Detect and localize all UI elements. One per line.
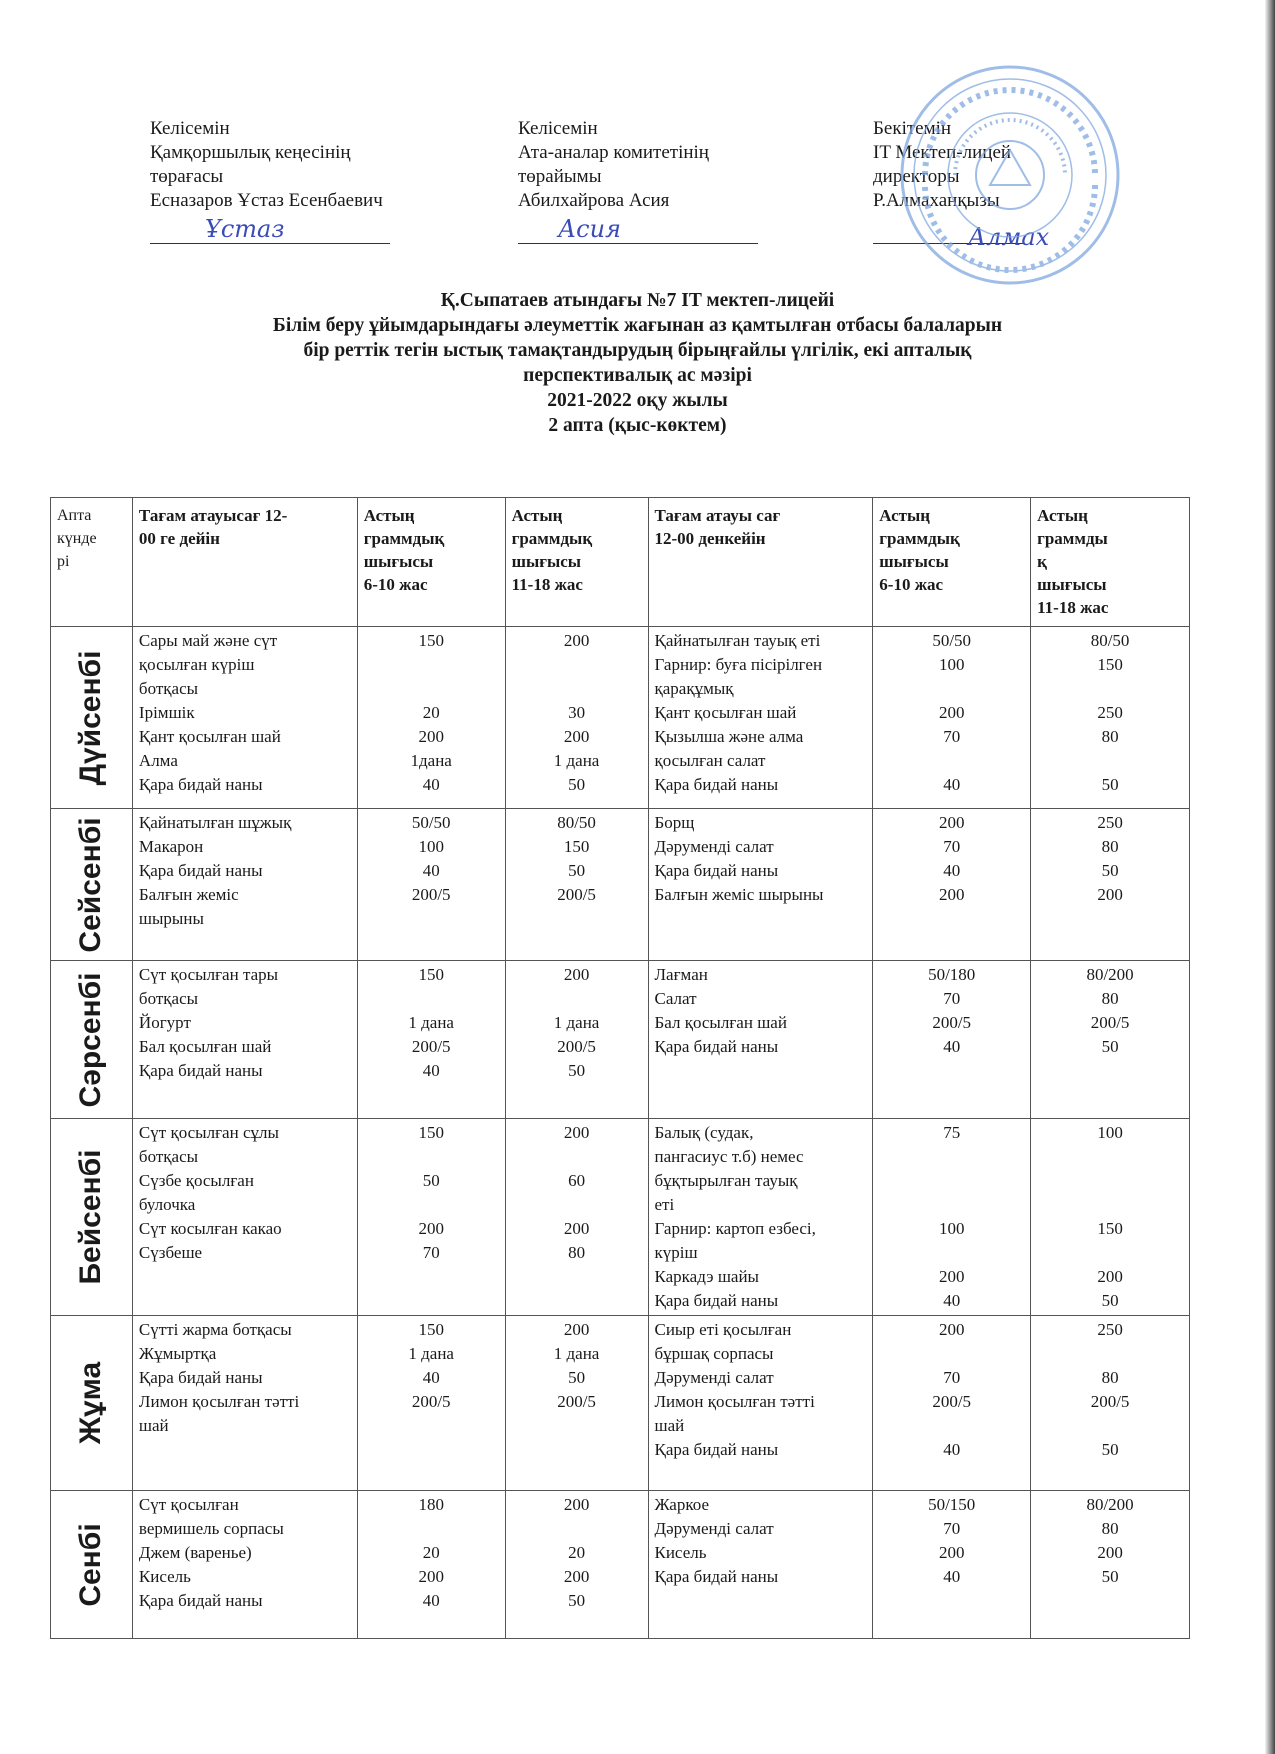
- portion-value: 20: [422, 1543, 440, 1562]
- portion-value: 1 дана: [553, 1344, 600, 1363]
- food-item: Макарон: [138, 837, 204, 856]
- portion-value: 250: [1097, 813, 1123, 832]
- portion-value: 100: [1097, 1123, 1123, 1142]
- portion-cell: [1031, 809, 1190, 961]
- header-cell: Апта күнде рі: [51, 498, 133, 627]
- food-item: Қара бидай наны: [654, 1291, 779, 1310]
- food-item: ботқасы: [138, 679, 199, 698]
- portion-value: 50: [1101, 1291, 1119, 1310]
- portion-cell: [357, 961, 505, 1119]
- portion-value: 200: [563, 1567, 590, 1586]
- portion-value: 200: [563, 1123, 590, 1142]
- food-item: ботқасы: [138, 989, 199, 1008]
- portion-value: [364, 653, 499, 677]
- food-item: Қара бидай наны: [138, 775, 263, 794]
- food-item: Қара бидай наны: [138, 1368, 263, 1387]
- signature: Ұстаз: [205, 215, 285, 243]
- portion-cell: [357, 627, 505, 809]
- header-cell: Астың граммды қ шығысы 11-18 жас: [1031, 498, 1190, 627]
- food-item: қосылған күріш: [138, 655, 255, 674]
- approval-line: төрағасы: [150, 166, 224, 187]
- portion-value: 200/5: [411, 885, 451, 904]
- portion-value: 250: [1097, 1320, 1123, 1339]
- food-item: Қызылша және алма: [654, 727, 804, 746]
- food-item: Дәруменді салат: [654, 837, 774, 856]
- food-cell: [132, 809, 357, 961]
- portion-value: 50/150: [928, 1495, 976, 1514]
- food-item: ботқасы: [138, 1147, 199, 1166]
- portion-value: 50: [568, 1591, 586, 1610]
- title-line: Білім беру ұйымдарындағы әлеуметтік жағынан аз қамтылған отбасы балаларын: [272, 315, 1003, 336]
- food-item: Сүзбеше: [138, 1243, 203, 1262]
- portion-cell: [873, 1491, 1031, 1639]
- food-item: Салат: [654, 989, 697, 1008]
- day-name: Сәрсенбі: [74, 971, 108, 1108]
- portion-cell: [873, 627, 1031, 809]
- portion-cell: [873, 1119, 1031, 1316]
- portion-value: 200/5: [411, 1037, 451, 1056]
- portion-value: 200/5: [932, 1392, 972, 1411]
- portion-value: 20: [568, 1543, 586, 1562]
- official-stamp: [895, 60, 1125, 290]
- food-item: Жұмыртқа: [138, 1344, 217, 1363]
- food-item: Борщ: [654, 813, 695, 832]
- portion-value: [879, 1193, 1024, 1217]
- portion-value: [364, 1145, 499, 1169]
- food-item: Каркадэ шайы: [654, 1267, 759, 1286]
- food-item: Бал қосылған шай: [654, 1013, 787, 1032]
- portion-cell: [1031, 627, 1190, 809]
- portion-cell: [873, 961, 1031, 1119]
- portion-value: 30: [568, 703, 586, 722]
- portion-value: 40: [422, 861, 440, 880]
- signature-line: [518, 217, 758, 244]
- title-line: бір реттік тегін ыстық тамақтандырудың бірыңғайлы үлгілік, екі апталық: [303, 340, 972, 361]
- food-cell: [648, 1316, 873, 1491]
- portion-value: 150: [418, 965, 444, 984]
- portion-value: 250: [1097, 703, 1123, 722]
- portion-value: 40: [422, 1061, 440, 1080]
- food-item: Сары май және сүт: [138, 631, 278, 650]
- portion-value: 80: [1101, 837, 1119, 856]
- portion-value: 100: [418, 837, 444, 856]
- food-item: Қара бидай наны: [138, 1061, 263, 1080]
- food-item: Бал қосылған шай: [138, 1037, 272, 1056]
- food-item: Кисель: [654, 1543, 707, 1562]
- portion-value: 200: [938, 1267, 965, 1286]
- portion-cell: [873, 809, 1031, 961]
- approval-line: директоры: [873, 166, 960, 187]
- portion-value: 70: [943, 1519, 961, 1538]
- food-cell: [648, 961, 873, 1119]
- food-item: Лағман: [654, 965, 708, 984]
- signature-line: [150, 217, 390, 244]
- approval-line: Р.Алмаханқызы: [873, 190, 1000, 211]
- food-item: Дәруменді салат: [654, 1519, 774, 1538]
- table-row: [51, 1316, 1190, 1491]
- portion-value: 75: [943, 1123, 961, 1142]
- portion-value: 200: [1097, 885, 1123, 904]
- portion-value: 80: [1101, 989, 1119, 1008]
- day-name: Жұма: [74, 1361, 108, 1445]
- portion-value: [1037, 1414, 1183, 1438]
- portion-value: 50/50: [932, 631, 972, 650]
- portion-cell: [505, 1491, 648, 1639]
- portion-value: [512, 677, 642, 701]
- food-item: Қара бидай наны: [654, 775, 779, 794]
- approval-line: Келісемін: [518, 118, 598, 139]
- day-cell: [51, 1119, 133, 1316]
- table-row: [51, 809, 1190, 961]
- portion-value: 150: [1097, 1219, 1123, 1238]
- portion-value: 70: [422, 1243, 440, 1262]
- header-row: [51, 498, 1190, 627]
- portion-value: 200: [1097, 1267, 1123, 1286]
- portion-value: 40: [943, 1440, 961, 1459]
- portion-value: 80/200: [1086, 1495, 1134, 1514]
- food-item: Сүтті жарма ботқасы: [138, 1320, 292, 1339]
- portion-value: 50: [422, 1171, 440, 1190]
- portion-value: [1037, 1241, 1183, 1265]
- portion-value: 50: [568, 1368, 586, 1387]
- food-item: Сүт қосылған сұлы: [138, 1123, 279, 1142]
- portion-value: 50/50: [411, 813, 451, 832]
- portion-value: [879, 1145, 1024, 1169]
- portion-value: 50: [568, 775, 586, 794]
- portion-cell: [505, 1316, 648, 1491]
- portion-value: 200: [418, 1567, 444, 1586]
- portion-value: 200/5: [932, 1013, 972, 1032]
- portion-value: [879, 677, 1024, 701]
- portion-cell: [1031, 1119, 1190, 1316]
- portion-value: 200: [563, 727, 590, 746]
- food-item: Қара бидай наны: [654, 861, 779, 880]
- food-item: шырыны: [138, 909, 204, 928]
- food-cell: [132, 1119, 357, 1316]
- food-item: Алма: [138, 751, 178, 770]
- portion-value: 150: [418, 1320, 444, 1339]
- portion-cell: [357, 1491, 505, 1639]
- portion-value: 1 дана: [553, 751, 600, 770]
- approval-line: Ата-аналар комитетінің: [518, 142, 709, 163]
- portion-value: 80/50: [557, 813, 596, 832]
- portion-value: 200: [563, 1219, 590, 1238]
- portion-value: [879, 1241, 1024, 1265]
- food-item: булочка: [138, 1195, 196, 1214]
- approval-line: Қамқоршылық кеңесінің: [150, 142, 351, 163]
- header-cell: Астың граммдық шығысы 11-18 жас: [505, 498, 648, 627]
- title-line: 2 апта (қыс-көктем): [548, 415, 727, 436]
- portion-value: 50: [1101, 1567, 1119, 1586]
- food-item: вермишель сорпасы: [138, 1519, 284, 1538]
- portion-value: 50/180: [928, 965, 976, 984]
- food-cell: [648, 1491, 873, 1639]
- food-item: Қара бидай наны: [138, 1591, 263, 1610]
- day-name: Бейсенбі: [74, 1149, 108, 1285]
- day-cell: [51, 961, 133, 1119]
- approval-line: Бекітемін: [873, 118, 952, 139]
- day-cell: [51, 809, 133, 961]
- portion-value: 70: [943, 1368, 961, 1387]
- portion-value: [1037, 1342, 1183, 1366]
- portion-value: [364, 677, 499, 701]
- portion-value: [1037, 1145, 1183, 1169]
- portion-value: [1037, 677, 1183, 701]
- portion-value: [364, 1193, 499, 1217]
- portion-value: 70: [943, 837, 961, 856]
- portion-cell: [505, 809, 648, 961]
- portion-value: 200/5: [411, 1392, 451, 1411]
- day-name: Сенбі: [74, 1522, 108, 1607]
- portion-cell: [357, 1316, 505, 1491]
- approval-line: Есназаров Ұстаз Есенбаевич: [150, 190, 383, 211]
- food-item: Лимон қосылған тәтті: [138, 1392, 300, 1411]
- portion-value: [364, 987, 499, 1011]
- portion-cell: [505, 961, 648, 1119]
- portion-value: 50: [568, 1061, 586, 1080]
- portion-value: 200: [938, 885, 965, 904]
- food-item: Джем (варенье): [138, 1543, 252, 1562]
- table-row: [51, 961, 1190, 1119]
- portion-value: [879, 1169, 1024, 1193]
- portion-value: 80/50: [1090, 631, 1130, 650]
- portion-value: [879, 1414, 1024, 1438]
- portion-value: 40: [943, 1567, 961, 1586]
- document-title: [80, 288, 1195, 438]
- portion-value: [512, 653, 642, 677]
- portion-value: 200: [418, 1219, 444, 1238]
- food-item: Қара бидай наны: [654, 1567, 779, 1586]
- portion-value: 200/5: [1090, 1013, 1130, 1032]
- portion-value: 150: [418, 1123, 444, 1142]
- portion-cell: [1031, 961, 1190, 1119]
- portion-value: 200/5: [1090, 1392, 1130, 1411]
- title-line: Қ.Сыпатаев атындағы №7 IT мектеп-лицейі: [440, 290, 835, 311]
- signature: Асия: [558, 215, 621, 243]
- portion-value: 40: [943, 861, 961, 880]
- portion-value: 70: [943, 989, 961, 1008]
- day-cell: [51, 1491, 133, 1639]
- portion-value: [512, 987, 642, 1011]
- food-item: Қайнатылған шұжық: [138, 813, 292, 832]
- portion-value: 200: [563, 1495, 590, 1514]
- portion-value: 40: [943, 1037, 961, 1056]
- food-item: Сүт косылған какао: [138, 1219, 282, 1238]
- portion-value: 200: [563, 965, 590, 984]
- day-cell: [51, 1316, 133, 1491]
- portion-value: [512, 1193, 642, 1217]
- portion-value: 200: [563, 631, 590, 650]
- portion-value: 50: [568, 861, 586, 880]
- portion-value: 40: [422, 1368, 440, 1387]
- portion-value: 150: [1097, 655, 1123, 674]
- food-item: Йогурт: [138, 1013, 191, 1032]
- portion-value: [1037, 749, 1183, 773]
- portion-value: [1037, 1193, 1183, 1217]
- table-row: [51, 627, 1190, 809]
- food-item: Кисель: [138, 1567, 191, 1586]
- portion-value: 40: [943, 775, 961, 794]
- approval-line: төрайымы: [518, 166, 602, 187]
- portion-value: 1 дана: [408, 1013, 454, 1032]
- portion-value: 200: [418, 727, 444, 746]
- food-item: Гарнир: картоп езбесі,: [654, 1219, 816, 1238]
- portion-value: 60: [568, 1171, 586, 1190]
- portion-value: 1 дана: [408, 1344, 454, 1363]
- title-line: перспективалық ас мәзірі: [523, 365, 752, 386]
- approval-parents: [518, 117, 768, 244]
- header-cell: Тағам атауысағ 12- 00 ге дейін: [132, 498, 357, 627]
- portion-value: 100: [938, 1219, 965, 1238]
- day-cell: [51, 627, 133, 809]
- food-item: шай: [654, 1416, 685, 1435]
- food-item: бұқтырылған тауық: [654, 1171, 798, 1190]
- food-item: Лимон қосылған тәтті: [654, 1392, 815, 1411]
- portion-value: 40: [943, 1291, 961, 1310]
- food-item: Балғын жеміс: [138, 885, 239, 904]
- food-item: Гарнир: буға пісірілген: [654, 655, 823, 674]
- approval-council: [150, 117, 400, 244]
- day-name: Дүйсенбі: [74, 650, 108, 785]
- portion-value: 200/5: [557, 1037, 596, 1056]
- table-row: [51, 1119, 1190, 1316]
- portion-value: [512, 1145, 642, 1169]
- portion-cell: [357, 1119, 505, 1316]
- food-item: Балық (судак,: [654, 1123, 754, 1142]
- food-item: Қара бидай наны: [654, 1440, 779, 1459]
- food-item: Сүт қосылған тары: [138, 965, 279, 984]
- table-row: [51, 1491, 1190, 1639]
- food-cell: [132, 627, 357, 809]
- portion-value: 200: [938, 813, 965, 832]
- portion-value: 80: [1101, 727, 1119, 746]
- portion-value: 80/200: [1086, 965, 1134, 984]
- portion-cell: [505, 1119, 648, 1316]
- title-line: 2021-2022 оқу жылы: [547, 390, 728, 411]
- portion-value: 80: [1101, 1519, 1119, 1538]
- food-item: Қара бидай наны: [138, 861, 263, 880]
- portion-value: 200/5: [557, 1392, 596, 1411]
- portion-cell: [505, 627, 648, 809]
- food-cell: [648, 627, 873, 809]
- food-item: Ірімшік: [138, 703, 195, 722]
- food-item: Балғын жеміс шырыны: [654, 885, 824, 904]
- portion-value: 1 дана: [553, 1013, 600, 1032]
- portion-value: 50: [1101, 1037, 1119, 1056]
- day-name: Сейсенбі: [74, 816, 108, 953]
- scan-edge: [1265, 0, 1275, 1754]
- food-item: Дәруменді салат: [654, 1368, 774, 1387]
- portion-value: 150: [563, 837, 590, 856]
- food-item: Қант қосылған шай: [654, 703, 797, 722]
- approval-line: IT Мектеп-лицей: [873, 142, 1012, 163]
- portion-value: 150: [418, 631, 444, 650]
- food-cell: [648, 809, 873, 961]
- food-item: Сиыр еті қосылған: [654, 1320, 792, 1339]
- portion-value: 200: [1097, 1543, 1123, 1562]
- portion-value: [879, 1342, 1024, 1366]
- food-cell: [132, 1491, 357, 1639]
- portion-value: [512, 1517, 642, 1541]
- portion-cell: [357, 809, 505, 961]
- header-cell: Тағам атауы сағ 12-00 денкейін: [648, 498, 873, 627]
- food-item: Қант қосылған шай: [138, 727, 281, 746]
- portion-value: [364, 1517, 499, 1541]
- food-cell: [648, 1119, 873, 1316]
- portion-cell: [1031, 1491, 1190, 1639]
- portion-value: 1дана: [410, 751, 452, 770]
- portion-value: [1037, 1169, 1183, 1193]
- menu-table: [50, 497, 1190, 1639]
- food-item: Жаркое: [654, 1495, 710, 1514]
- food-item: қарақұмық: [654, 679, 734, 698]
- food-cell: [132, 1316, 357, 1491]
- food-item: Қара бидай наны: [654, 1037, 779, 1056]
- food-item: шай: [138, 1416, 169, 1435]
- portion-value: 200: [938, 703, 965, 722]
- portion-value: 50: [1101, 775, 1119, 794]
- portion-value: 100: [938, 655, 965, 674]
- food-item: күріш: [654, 1243, 698, 1262]
- header-cell: Астың граммдық шығысы 6-10 жас: [873, 498, 1031, 627]
- food-item: Қайнатылған тауық еті: [654, 631, 821, 650]
- portion-value: 200: [563, 1320, 590, 1339]
- portion-cell: [1031, 1316, 1190, 1491]
- portion-value: 20: [422, 703, 440, 722]
- approval-line: Келісемін: [150, 118, 230, 139]
- portion-value: 70: [943, 727, 961, 746]
- portion-value: 40: [422, 1591, 440, 1610]
- food-item: Сүзбе қосылған: [138, 1171, 254, 1190]
- portion-cell: [873, 1316, 1031, 1491]
- signature: Алмах: [968, 223, 1050, 251]
- portion-value: 50: [1101, 861, 1119, 880]
- food-item: бұршақ сорпасы: [654, 1344, 774, 1363]
- portion-value: 80: [1101, 1368, 1119, 1387]
- portion-value: 80: [568, 1243, 586, 1262]
- portion-value: [879, 749, 1024, 773]
- food-item: пангасиус т.б) немес: [654, 1147, 804, 1166]
- header-cell: Астың граммдық шығысы 6-10 жас: [357, 498, 505, 627]
- food-item: қосылған салат: [654, 751, 766, 770]
- food-item: еті: [654, 1195, 675, 1214]
- portion-value: 40: [422, 775, 440, 794]
- food-cell: [132, 961, 357, 1119]
- portion-value: 200/5: [557, 885, 596, 904]
- portion-value: 50: [1101, 1440, 1119, 1459]
- approval-line: Абилхайрова Асия: [518, 190, 670, 211]
- portion-value: 200: [938, 1543, 965, 1562]
- portion-value: 200: [938, 1320, 965, 1339]
- food-item: Сүт қосылған: [138, 1495, 239, 1514]
- portion-value: 180: [418, 1495, 444, 1514]
